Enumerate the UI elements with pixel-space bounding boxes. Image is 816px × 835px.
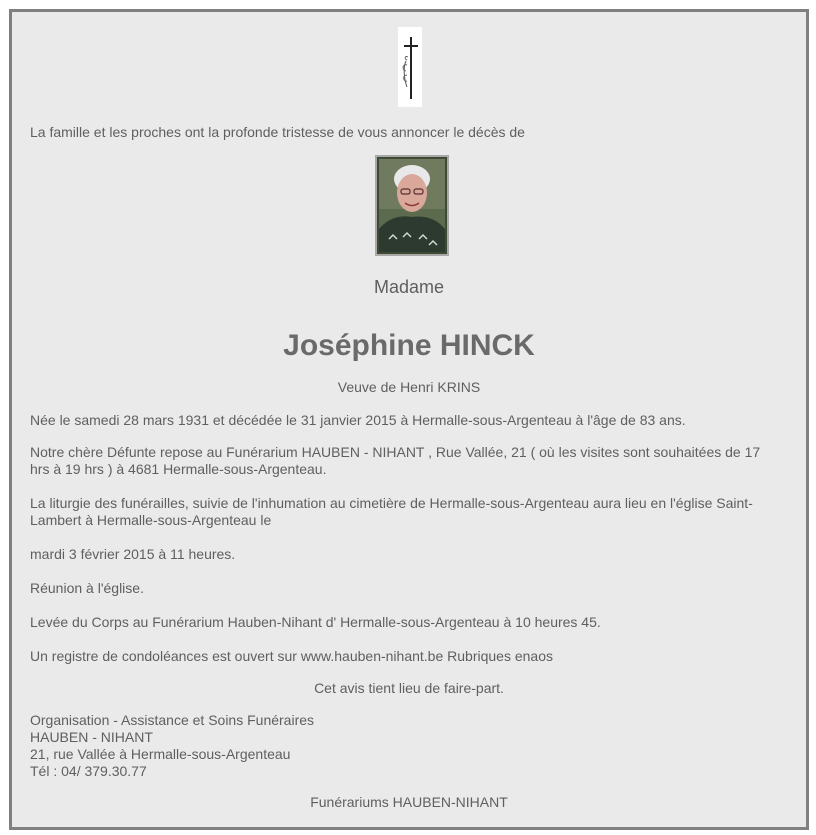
deceased-name: Joséphine HINCK xyxy=(283,329,535,362)
footer-text: Funérariums HAUBEN-NIHANT xyxy=(310,794,508,810)
rest-text-line-2: hrs à 19 hrs ) à 4681 Hermalle-sous-Argenteau. xyxy=(30,461,327,477)
condolence-register-text: Un registre de condoléances est ouvert sur www.hauben-nihant.be Rubriques enaos xyxy=(30,648,553,664)
widow-of-text: Veuve de Henri KRINS xyxy=(337,379,481,395)
liturgy-text-line-1: La liturgie des funérailles, suivie de l'inhumation au cimetière de Hermalle-sous-Argenteau aura lieu en l'église Saint- xyxy=(30,495,753,511)
organisation-line-2: HAUBEN - NIHANT xyxy=(30,729,153,745)
deceased-portrait-photo xyxy=(375,155,449,256)
levee-text: Levée du Corps au Funérarium Hauben-Nihant d' Hermalle-sous-Argenteau à 10 heures 45. xyxy=(30,614,601,630)
organisation-line-1: Organisation - Assistance et Soins Funéraires xyxy=(30,712,315,728)
rest-text-line-1: Notre chère Défunte repose au Funérarium HAUBEN - NIHANT , Rue Vallée, 21 ( où les visites sont souhaitées de 17 xyxy=(30,444,761,460)
meeting-text: Réunion à l'église. xyxy=(30,580,144,596)
ceremony-date-text: mardi 3 février 2015 à 11 heures. xyxy=(30,546,236,562)
organisation-line-3: 21, rue Vallée à Hermalle-sous-Argenteau xyxy=(30,746,291,762)
cross-with-lily-icon xyxy=(398,27,422,107)
liturgy-text-line-2: Lambert à Hermalle-sous-Argenteau le xyxy=(30,512,272,528)
organisation-phone: Tél : 04/ 379.30.77 xyxy=(30,763,147,779)
death-notice-card xyxy=(9,9,809,830)
honorific-title: Madame xyxy=(373,277,445,297)
notice-text: Cet avis tient lieu de faire-part. xyxy=(314,680,504,696)
birth-death-text: Née le samedi 28 mars 1931 et décédée le 31 janvier 2015 à Hermalle-sous-Argenteau à l'âge de 83 ans. xyxy=(30,412,686,428)
intro-text: La famille et les proches ont la profonde tristesse de vous annoncer le décès de xyxy=(30,124,525,140)
